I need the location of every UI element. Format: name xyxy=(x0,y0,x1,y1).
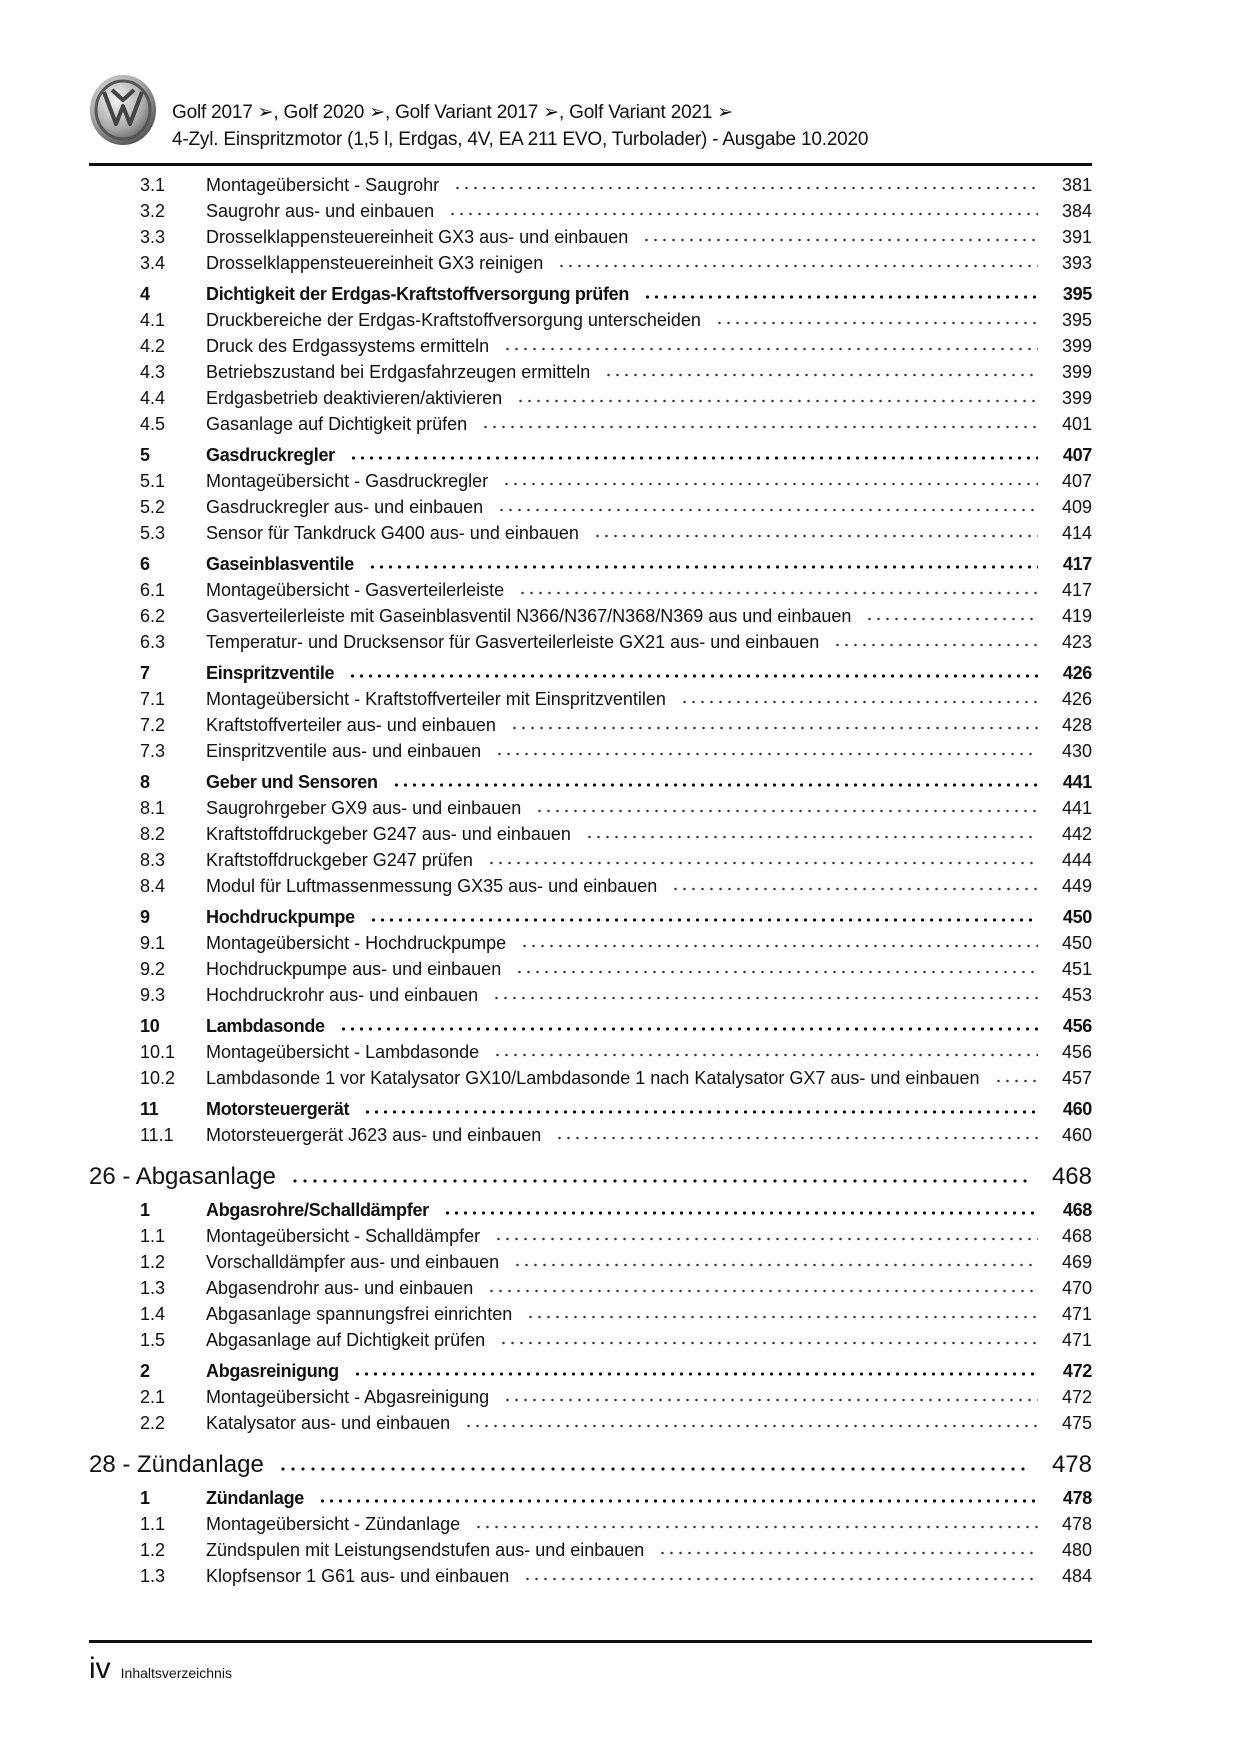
toc-page: 478 xyxy=(1061,1514,1092,1534)
toc-number: 5.3 xyxy=(140,523,166,543)
toc-entry[interactable] xyxy=(89,577,1092,603)
toc-section[interactable] xyxy=(89,1485,1092,1511)
leader-dots xyxy=(680,699,1038,705)
toc-number: 11.1 xyxy=(140,1125,174,1145)
toc-page: 468 xyxy=(1061,1226,1092,1246)
leader-dots xyxy=(604,372,1038,378)
toc-entry[interactable] xyxy=(89,873,1092,899)
toc-page: 470 xyxy=(1061,1278,1092,1298)
toc-title: Betriebszustand bei Erdgasfahrzeugen ermitteln xyxy=(206,362,591,382)
leader-dots xyxy=(865,616,1038,622)
toc-page: 478 xyxy=(1051,1451,1092,1478)
toc-page: 471 xyxy=(1061,1304,1092,1324)
leader-dots xyxy=(502,481,1038,487)
toc-number: 1.2 xyxy=(140,1540,166,1560)
toc-number: 2 xyxy=(140,1361,150,1381)
toc-number: 9.1 xyxy=(140,933,166,953)
leader-dots xyxy=(658,1550,1038,1556)
toc-section[interactable] xyxy=(89,769,1092,795)
toc-title: Montageübersicht - Zündanlage xyxy=(206,1514,461,1534)
toc-number: 6.3 xyxy=(140,632,166,652)
leader-dots xyxy=(520,943,1038,949)
toc-number: 8 xyxy=(140,772,150,792)
leader-dots xyxy=(515,969,1038,975)
toc-title: Hochdruckpumpe aus- und einbauen xyxy=(206,959,502,979)
toc-entry[interactable] xyxy=(89,1065,1092,1091)
toc-entry[interactable] xyxy=(89,520,1092,546)
toc-number: 1.2 xyxy=(140,1252,166,1272)
toc-title: Hochdruckpumpe xyxy=(206,907,355,927)
toc-title: Lambdasonde 1 vor Katalysator GX10/Lambdasonde 1 nach Katalysator GX7 aus- und einbauen xyxy=(206,1068,980,1088)
leader-dots xyxy=(318,1498,1038,1504)
toc-page: 460 xyxy=(1062,1099,1092,1119)
toc-title: Montageübersicht - Gasverteilerleiste xyxy=(206,580,505,600)
toc-number: 1.1 xyxy=(140,1226,166,1246)
toc-title: Vorschalldämpfer aus- und einbauen xyxy=(206,1252,500,1272)
toc-page: 401 xyxy=(1061,414,1092,434)
toc-number: 8.2 xyxy=(140,824,166,844)
leader-dots xyxy=(523,1576,1038,1582)
toc-title: Gasverteilerleiste mit Gaseinblasventil N366/N367/N368/N369 aus und einbauen xyxy=(206,606,852,626)
toc-title: Montageübersicht - Hochdruckpumpe xyxy=(206,933,507,953)
toc-number: 8.3 xyxy=(140,850,166,870)
leader-dots xyxy=(464,1423,1038,1429)
toc-number: 6.1 xyxy=(140,580,166,600)
toc-page: 428 xyxy=(1061,715,1092,735)
toc-title: Gasdruckregler aus- und einbauen xyxy=(206,497,484,517)
toc-section[interactable] xyxy=(89,281,1092,307)
toc-title: Erdgasbetrieb deaktivieren/aktivieren xyxy=(206,388,503,408)
toc-number: 1.1 xyxy=(140,1514,166,1534)
toc-title: Abgasanlage auf Dichtigkeit prüfen xyxy=(206,1330,486,1350)
toc-number: 4.4 xyxy=(140,388,166,408)
toc-page: 395 xyxy=(1062,284,1092,304)
toc-number: 10.2 xyxy=(140,1068,176,1088)
toc-page: 444 xyxy=(1061,850,1092,870)
toc-entry[interactable] xyxy=(89,307,1092,333)
toc-page: 426 xyxy=(1061,689,1092,709)
toc-section[interactable] xyxy=(89,1013,1092,1039)
toc-title: Abgasreinigung xyxy=(206,1361,339,1381)
toc-page: 441 xyxy=(1062,772,1092,792)
leader-dots xyxy=(715,320,1038,326)
toc-title: Sensor für Tankdruck G400 aus- und einbauen xyxy=(206,523,579,543)
toc-number: 1 xyxy=(140,1200,150,1220)
toc-number: 6.2 xyxy=(140,606,166,626)
toc-title: 26 - Abgasanlage xyxy=(89,1163,276,1190)
toc-title: Gasdruckregler xyxy=(206,445,335,465)
toc-number: 6 xyxy=(140,554,150,574)
page-footer xyxy=(89,1652,232,1686)
toc-page: 449 xyxy=(1061,876,1092,896)
toc-number: 5.1 xyxy=(140,471,166,491)
toc-entry[interactable] xyxy=(89,712,1092,738)
toc-page: 453 xyxy=(1061,985,1092,1005)
toc-number: 5.2 xyxy=(140,497,166,517)
toc-number: 7.2 xyxy=(140,715,166,735)
toc-title: Drosselklappensteuereinheit GX3 aus- und einbauen xyxy=(206,227,629,247)
toc-title: Kraftstoffdruckgeber G247 prüfen xyxy=(206,850,473,870)
toc-page: 407 xyxy=(1061,471,1092,491)
leader-dots xyxy=(499,1340,1038,1346)
toc-section[interactable] xyxy=(89,442,1092,468)
toc-page: 417 xyxy=(1062,554,1092,574)
toc-number: 4.2 xyxy=(140,336,166,356)
toc-page: 417 xyxy=(1061,580,1092,600)
toc-page: 457 xyxy=(1061,1068,1092,1088)
toc-page: 468 xyxy=(1062,1200,1092,1220)
leader-dots xyxy=(497,507,1038,513)
toc-entry[interactable] xyxy=(89,930,1092,956)
toc-title: Drosselklappensteuereinheit GX3 reinigen xyxy=(206,253,544,273)
toc-title: Einspritzventile xyxy=(206,663,335,683)
toc-title: Abgasrohre/Schalldämpfer xyxy=(206,1200,429,1220)
leader-dots xyxy=(339,1026,1038,1032)
toc-page: 456 xyxy=(1061,1042,1092,1062)
header-rule xyxy=(89,163,1092,166)
leader-dots xyxy=(585,834,1038,840)
document-header xyxy=(172,99,868,153)
leader-dots xyxy=(453,185,1038,191)
toc-section[interactable] xyxy=(89,904,1092,930)
leader-dots xyxy=(503,346,1038,352)
toc-section[interactable] xyxy=(89,551,1092,577)
toc-entry[interactable] xyxy=(89,821,1092,847)
toc-page: 456 xyxy=(1062,1016,1092,1036)
toc-page: 480 xyxy=(1061,1540,1092,1560)
toc-entry[interactable] xyxy=(89,1327,1092,1353)
leader-dots xyxy=(557,263,1038,269)
toc-entry[interactable] xyxy=(89,1301,1092,1327)
leader-dots xyxy=(448,211,1038,217)
toc-section[interactable] xyxy=(89,1358,1092,1384)
leader-dots xyxy=(349,455,1038,461)
vw-logo xyxy=(88,74,158,146)
toc-number: 3.4 xyxy=(140,253,166,273)
toc-number: 2.2 xyxy=(140,1413,166,1433)
leader-dots xyxy=(368,564,1038,570)
leader-dots xyxy=(443,1210,1038,1216)
toc-page: 399 xyxy=(1061,388,1092,408)
toc-entry[interactable] xyxy=(89,198,1092,224)
toc-title: Montageübersicht - Saugrohr xyxy=(206,175,440,195)
toc-title: Montageübersicht - Abgasreinigung xyxy=(206,1387,490,1407)
toc-title: Motorsteuergerät xyxy=(206,1099,350,1119)
toc-page: 472 xyxy=(1061,1387,1092,1407)
toc-title: Temperatur- und Drucksensor für Gasverteilerleiste GX21 aus- und einbauen xyxy=(206,632,820,652)
toc-number: 7.1 xyxy=(140,689,166,709)
toc-number: 1.3 xyxy=(140,1566,166,1586)
footer-rule xyxy=(89,1640,1092,1643)
leader-dots xyxy=(487,1288,1038,1294)
toc-page: 441 xyxy=(1061,798,1092,818)
toc-page: 442 xyxy=(1061,824,1092,844)
toc-title: Saugrohr aus- und einbauen xyxy=(206,201,435,221)
toc-page: 419 xyxy=(1061,606,1092,626)
toc-title: Montageübersicht - Schalldämpfer xyxy=(206,1226,481,1246)
toc-entry[interactable] xyxy=(89,385,1092,411)
toc-entry[interactable] xyxy=(89,1537,1092,1563)
toc-title: Gasanlage auf Dichtigkeit prüfen xyxy=(206,414,468,434)
toc-chapter[interactable] xyxy=(89,1450,1092,1480)
toc-entry[interactable] xyxy=(89,494,1092,520)
toc-title: Abgasendrohr aus- und einbauen xyxy=(206,1278,474,1298)
toc-page: 468 xyxy=(1051,1163,1092,1190)
leader-dots xyxy=(555,1135,1038,1141)
toc-section[interactable] xyxy=(89,1096,1092,1122)
toc-entry[interactable] xyxy=(89,1223,1092,1249)
toc-page: 393 xyxy=(1061,253,1092,273)
toc-title: Einspritzventile aus- und einbauen xyxy=(206,741,482,761)
toc-entry[interactable] xyxy=(89,172,1092,198)
toc-number: 11 xyxy=(140,1099,159,1119)
toc-number: 7 xyxy=(140,663,150,683)
page-number: iv xyxy=(89,1652,111,1685)
toc-page: 426 xyxy=(1062,663,1092,683)
leader-dots xyxy=(353,1371,1038,1377)
toc-entry[interactable] xyxy=(89,1563,1092,1589)
toc-entry[interactable] xyxy=(89,250,1092,276)
leader-dots xyxy=(487,860,1038,866)
table-of-contents xyxy=(89,172,1092,1589)
toc-page: 395 xyxy=(1061,310,1092,330)
toc-page: 450 xyxy=(1061,933,1092,953)
toc-entry[interactable] xyxy=(89,1249,1092,1275)
toc-title: Druckbereiche der Erdgas-Kraftstoffversorgung unterscheiden xyxy=(206,310,701,330)
toc-entry[interactable] xyxy=(89,982,1092,1008)
leader-dots xyxy=(642,237,1038,243)
toc-page: 469 xyxy=(1061,1252,1092,1272)
leader-dots xyxy=(369,917,1038,923)
toc-title: 28 - Zündanlage xyxy=(89,1451,264,1478)
toc-number: 1.3 xyxy=(140,1278,166,1298)
toc-section[interactable] xyxy=(89,660,1092,686)
leader-dots xyxy=(481,424,1038,430)
toc-entry[interactable] xyxy=(89,1384,1092,1410)
toc-page: 399 xyxy=(1061,336,1092,356)
toc-page: 471 xyxy=(1061,1330,1092,1350)
toc-number: 4 xyxy=(140,284,150,304)
toc-entry[interactable] xyxy=(89,603,1092,629)
toc-entry[interactable] xyxy=(89,795,1092,821)
toc-page: 399 xyxy=(1061,362,1092,382)
leader-dots xyxy=(493,1052,1038,1058)
toc-entry[interactable] xyxy=(89,411,1092,437)
toc-number: 9 xyxy=(140,907,150,927)
toc-page: 478 xyxy=(1062,1488,1092,1508)
toc-entry[interactable] xyxy=(89,1275,1092,1301)
toc-page: 460 xyxy=(1061,1125,1092,1145)
toc-number: 1.4 xyxy=(140,1304,166,1324)
toc-title: Zündspulen mit Leistungsendstufen aus- und einbauen xyxy=(206,1540,645,1560)
toc-page: 409 xyxy=(1061,497,1092,517)
toc-entry[interactable] xyxy=(89,847,1092,873)
toc-number: 10.1 xyxy=(140,1042,176,1062)
leader-dots xyxy=(516,398,1038,404)
leader-dots xyxy=(535,808,1038,814)
toc-title: Motorsteuergerät J623 aus- und einbauen xyxy=(206,1125,542,1145)
leader-dots xyxy=(363,1109,1038,1115)
toc-entry[interactable] xyxy=(89,359,1092,385)
toc-title: Lambdasonde xyxy=(206,1016,325,1036)
toc-title: Dichtigkeit der Erdgas-Kraftstoffversorgung prüfen xyxy=(206,284,630,304)
toc-entry[interactable] xyxy=(89,1410,1092,1436)
toc-page: 472 xyxy=(1062,1361,1092,1381)
toc-page: 451 xyxy=(1061,959,1092,979)
toc-entry[interactable] xyxy=(89,686,1092,712)
toc-title: Hochdruckrohr aus- und einbauen xyxy=(206,985,479,1005)
footer-label: Inhaltsverzeichnis xyxy=(120,1665,232,1681)
leader-dots xyxy=(494,1236,1038,1242)
toc-entry[interactable] xyxy=(89,738,1092,764)
leader-dots xyxy=(474,1524,1038,1530)
toc-number: 3.3 xyxy=(140,227,166,247)
toc-title: Geber und Sensoren xyxy=(206,772,378,792)
leader-dots xyxy=(510,725,1038,731)
toc-title: Montageübersicht - Kraftstoffverteiler mit Einspritzventilen xyxy=(206,689,666,709)
leader-dots xyxy=(593,533,1038,539)
toc-number: 10 xyxy=(140,1016,160,1036)
toc-title: Druck des Erdgassystems ermitteln xyxy=(206,336,490,356)
toc-page: 381 xyxy=(1061,175,1092,195)
toc-title: Kraftstoffdruckgeber G247 aus- und einbauen xyxy=(206,824,571,844)
toc-number: 8.1 xyxy=(140,798,166,818)
toc-entry[interactable] xyxy=(89,224,1092,250)
toc-page: 407 xyxy=(1062,445,1092,465)
toc-number: 1.5 xyxy=(140,1330,166,1350)
leader-dots xyxy=(492,995,1038,1001)
toc-title: Montageübersicht - Gasdruckregler xyxy=(206,471,489,491)
toc-number: 3.2 xyxy=(140,201,166,221)
toc-entry[interactable] xyxy=(89,956,1092,982)
leader-dots xyxy=(518,590,1038,596)
toc-page: 475 xyxy=(1061,1413,1092,1433)
toc-number: 3.1 xyxy=(140,175,166,195)
toc-page: 430 xyxy=(1061,741,1092,761)
toc-title: Gaseinblasventile xyxy=(206,554,354,574)
toc-page: 391 xyxy=(1061,227,1092,247)
toc-number: 9.2 xyxy=(140,959,166,979)
toc-number: 2.1 xyxy=(140,1387,166,1407)
toc-number: 7.3 xyxy=(140,741,166,761)
header-engine: 4-Zyl. Einspritzmotor (1,5 l, Erdgas, 4V, EA 211 EVO, Turbolader) - Ausgabe 10.2020 xyxy=(172,129,869,150)
toc-page: 484 xyxy=(1061,1566,1092,1586)
leader-dots xyxy=(643,294,1038,300)
toc-page: 423 xyxy=(1061,632,1092,652)
header-models: Golf 2017 ➢, Golf 2020 ➢, Golf Variant 2017 ➢, Golf Variant 2021 ➢ xyxy=(172,102,733,123)
toc-page: 384 xyxy=(1061,201,1092,221)
toc-number: 4.1 xyxy=(140,310,166,330)
toc-entry[interactable] xyxy=(89,468,1092,494)
leader-dots xyxy=(994,1078,1038,1084)
toc-title: Saugrohrgeber GX9 aus- und einbauen xyxy=(206,798,522,818)
toc-number: 1 xyxy=(140,1488,150,1508)
toc-title: Zündanlage xyxy=(206,1488,305,1508)
leader-dots xyxy=(833,642,1038,648)
toc-section[interactable] xyxy=(89,1197,1092,1223)
toc-title: Katalysator aus- und einbauen xyxy=(206,1413,451,1433)
leader-dots xyxy=(392,782,1038,788)
leader-dots xyxy=(503,1397,1038,1403)
toc-title: Klopfsensor 1 G61 aus- und einbauen xyxy=(206,1566,510,1586)
toc-number: 4.3 xyxy=(140,362,166,382)
toc-entry[interactable] xyxy=(89,629,1092,655)
toc-title: Modul für Luftmassenmessung GX35 aus- und einbauen xyxy=(206,876,658,896)
toc-entry[interactable] xyxy=(89,333,1092,359)
toc-entry[interactable] xyxy=(89,1511,1092,1537)
leader-dots xyxy=(290,1178,1028,1184)
toc-title: Abgasanlage spannungsfrei einrichten xyxy=(206,1304,513,1324)
toc-entry[interactable] xyxy=(89,1039,1092,1065)
leader-dots xyxy=(495,751,1038,757)
toc-chapter[interactable] xyxy=(89,1162,1092,1192)
toc-number: 5 xyxy=(140,445,150,465)
leader-dots xyxy=(513,1262,1038,1268)
leader-dots xyxy=(348,673,1038,679)
leader-dots xyxy=(526,1314,1038,1320)
toc-page: 450 xyxy=(1062,907,1092,927)
toc-number: 9.3 xyxy=(140,985,166,1005)
toc-number: 4.5 xyxy=(140,414,166,434)
leader-dots xyxy=(671,886,1038,892)
toc-number: 8.4 xyxy=(140,876,166,896)
toc-title: Montageübersicht - Lambdasonde xyxy=(206,1042,480,1062)
toc-entry[interactable] xyxy=(89,1122,1092,1148)
leader-dots xyxy=(278,1466,1028,1472)
toc-page: 414 xyxy=(1061,523,1092,543)
toc-title: Kraftstoffverteiler aus- und einbauen xyxy=(206,715,496,735)
